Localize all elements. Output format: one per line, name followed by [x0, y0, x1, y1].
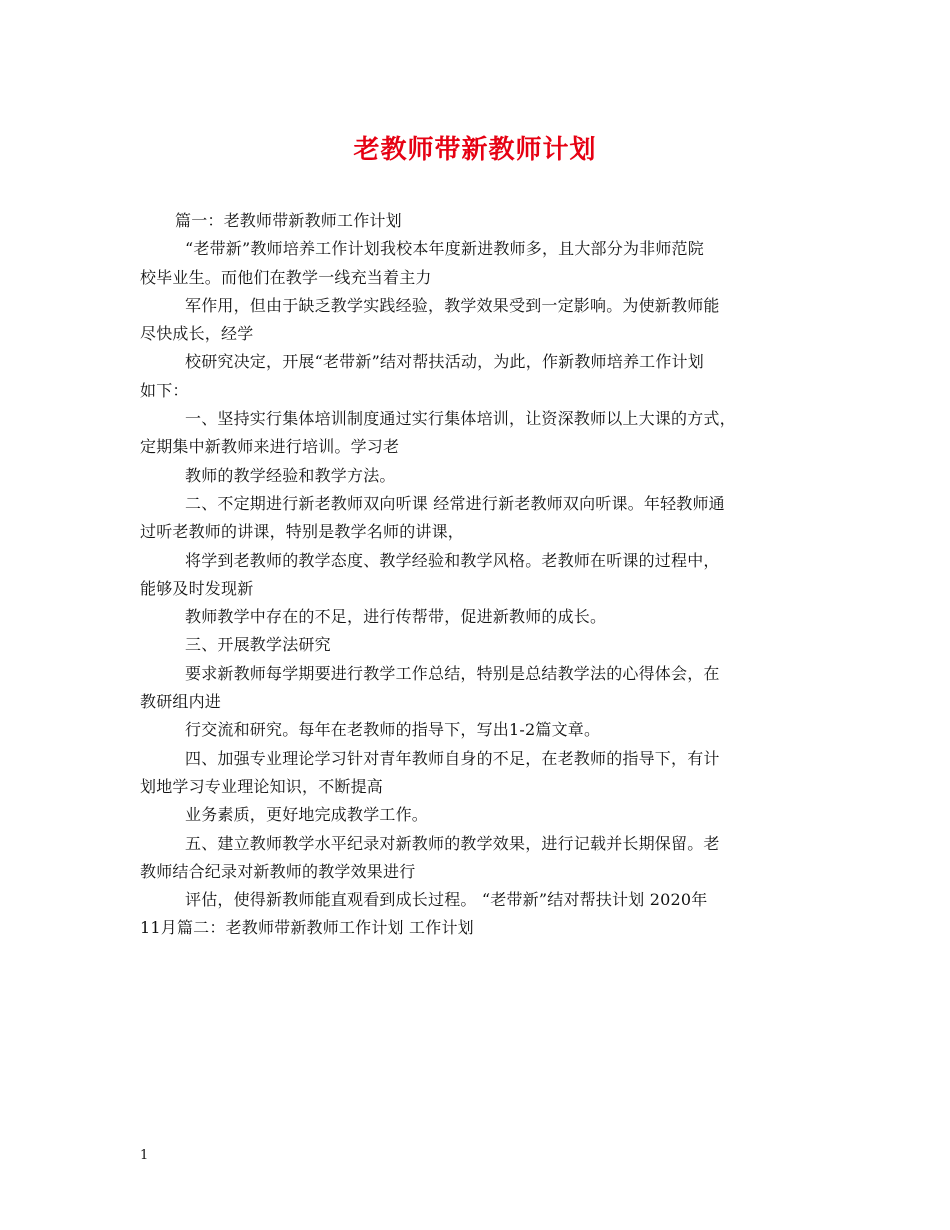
- body-line: 如下：: [140, 380, 189, 400]
- body-line: 评估，使得新教师能直观看到成长过程。 “老带新”结对帮扶计划 2020年: [185, 890, 708, 910]
- body-line: “老带新”教师培养工作计划我校本年度新进教师多，且大部分为非师范院: [185, 239, 704, 259]
- body-line: 业务素质，更好地完成教学工作。: [185, 805, 429, 825]
- body-line: 二、不定期进行新老教师双向听课 经常进行新老教师双向听课。年轻教师通: [185, 493, 725, 513]
- body-line: 篇一：老教师带新教师工作计划: [175, 211, 402, 230]
- body-line: 校毕业生。而他们在教学一线充当着主力: [140, 267, 432, 287]
- body-line: 11月篇二：老教师带新教师工作计划 工作计划: [140, 918, 474, 938]
- body-line: 军作用，但由于缺乏教学实践经验，教学效果受到一定影响。为使新教师能: [185, 295, 720, 315]
- body-line: 划地学习专业理论知识，不断提高: [140, 776, 384, 796]
- body-line: 将学到老教师的教学态度、教学经验和教学风格。老教师在听课的过程中，: [185, 550, 720, 570]
- document-body: [140, 207, 820, 943]
- body-line: 能够及时发现新: [140, 578, 254, 598]
- body-line: 教师结合纪录对新教师的教学效果进行: [140, 861, 416, 881]
- body-line: 三、开展教学法研究: [185, 635, 331, 655]
- body-line: 校研究决定，开展“老带新”结对帮扶活动，为此，作新教师培养工作计划: [185, 352, 704, 372]
- body-line: 定期集中新教师来进行培训。学习老: [140, 437, 400, 457]
- body-line: 教研组内进: [140, 692, 222, 712]
- body-line: 教师教学中存在的不足，进行传帮带，促进新教师的成长。: [185, 607, 607, 627]
- body-line: 行交流和研究。每年在老教师的指导下，写出1-2篇文章。: [185, 720, 601, 740]
- body-line: 要求新教师每学期要进行教学工作总结，特别是总结教学法的心得体会，在: [185, 663, 720, 683]
- page-number: 1: [140, 1148, 149, 1163]
- body-line: 过听老教师的讲课，特别是教学名师的讲课，: [140, 522, 465, 542]
- body-line: 教师的教学经验和教学方法。: [185, 465, 396, 485]
- body-line: 一、坚持实行集体培训制度通过实行集体培训，让资深教师以上大课的方式，: [185, 409, 736, 429]
- body-line: 尽快成长，经学: [140, 324, 254, 344]
- document-title: 老教师带新教师计划: [353, 135, 597, 165]
- body-line: 四、加强专业理论学习针对青年教师自身的不足，在老教师的指导下，有计: [185, 748, 720, 768]
- body-line: 五、建立教师教学水平纪录对新教师的教学效果，进行记载并长期保留。老: [185, 833, 720, 853]
